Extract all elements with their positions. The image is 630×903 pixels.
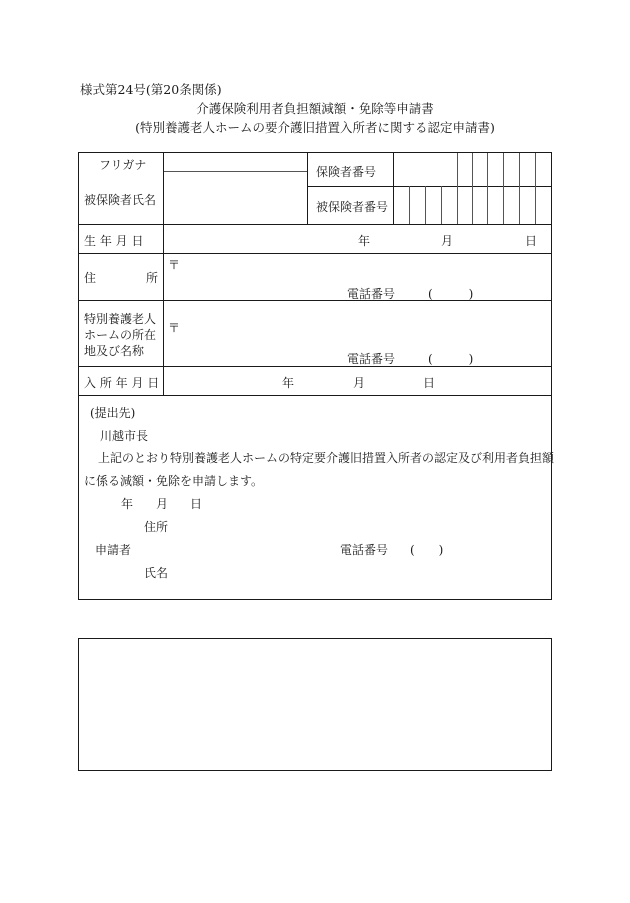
insured-name-field[interactable] xyxy=(165,173,305,223)
applicant-name-field[interactable] xyxy=(175,561,545,579)
office-use-box xyxy=(78,638,552,771)
furigana-divider xyxy=(163,171,307,172)
facility-phone-label: 電話番号 xyxy=(347,352,396,366)
row-divider-2 xyxy=(79,253,551,254)
insured-number-field[interactable] xyxy=(394,187,550,223)
address-label-2: 所 xyxy=(146,271,159,285)
applicant-phone-parens: ( ) xyxy=(410,543,444,557)
birth-month-unit: 月 xyxy=(441,234,454,248)
application-month-unit: 月 xyxy=(156,497,169,511)
birthdate-label: 生 年 月 日 xyxy=(84,234,144,248)
application-date-field[interactable] xyxy=(110,492,210,510)
postal-mark-facility: 〒 xyxy=(168,321,181,335)
application-year-unit: 年 xyxy=(121,497,134,511)
applicant-address-field[interactable] xyxy=(175,515,545,533)
admission-day-unit: 日 xyxy=(423,376,436,390)
form-subtitle: (特別養護老人ホームの要介護旧措置入所者に関する認定申請書) xyxy=(135,120,495,135)
admission-year-unit: 年 xyxy=(282,376,295,390)
applicant-label: 申請者 xyxy=(95,543,132,557)
application-day-unit: 日 xyxy=(190,497,203,511)
facility-phone-parens: ( ) xyxy=(428,352,474,366)
facility-label-1: 特別養護老人 xyxy=(84,312,157,326)
furigana-field[interactable] xyxy=(165,154,305,170)
applicant-phone-label: 電話番号 xyxy=(340,543,389,557)
form-title: 介護保険利用者負担額減額・免除等申請書 xyxy=(196,101,434,116)
row-divider-5 xyxy=(79,395,551,396)
address-label-1: 住 xyxy=(84,271,97,285)
insurer-number-field[interactable] xyxy=(394,154,550,185)
applicant-address-label: 住所 xyxy=(144,520,169,534)
insured-name-label: 被保険者氏名 xyxy=(84,193,157,207)
address-phone-parens: ( ) xyxy=(428,287,474,301)
birth-year-unit: 年 xyxy=(358,234,371,248)
insurer-label-left xyxy=(307,153,308,224)
furigana-label: フリガナ xyxy=(99,158,147,172)
applicant-name-label: 氏名 xyxy=(144,566,169,580)
form-number: 様式第24号(第20条関係) xyxy=(80,82,222,97)
label-column-divider xyxy=(163,153,164,395)
facility-label-2: ホームの所在 xyxy=(84,328,157,342)
mayor-addressee: 川越市長 xyxy=(100,429,149,443)
insured-number-label: 被保険者番号 xyxy=(316,200,389,214)
admission-month-unit: 月 xyxy=(353,376,366,390)
row-divider-3 xyxy=(79,300,551,301)
declaration-text-line-1: 上記のとおり特別養護老人ホームの特定要介護旧措置入所者の認定及び利用者負担額 xyxy=(98,451,555,465)
submit-to-label: (提出先) xyxy=(90,406,136,420)
admission-date-label: 入 所 年 月 日 xyxy=(84,376,160,390)
birth-day-unit: 日 xyxy=(525,234,538,248)
postal-mark-address: 〒 xyxy=(168,258,181,272)
facility-label-3: 地及び名称 xyxy=(84,344,145,358)
insurer-number-label: 保険者番号 xyxy=(316,165,377,179)
declaration-text-line-2: に係る減額・免除を申請します。 xyxy=(84,474,264,488)
address-phone-label: 電話番号 xyxy=(347,287,396,301)
